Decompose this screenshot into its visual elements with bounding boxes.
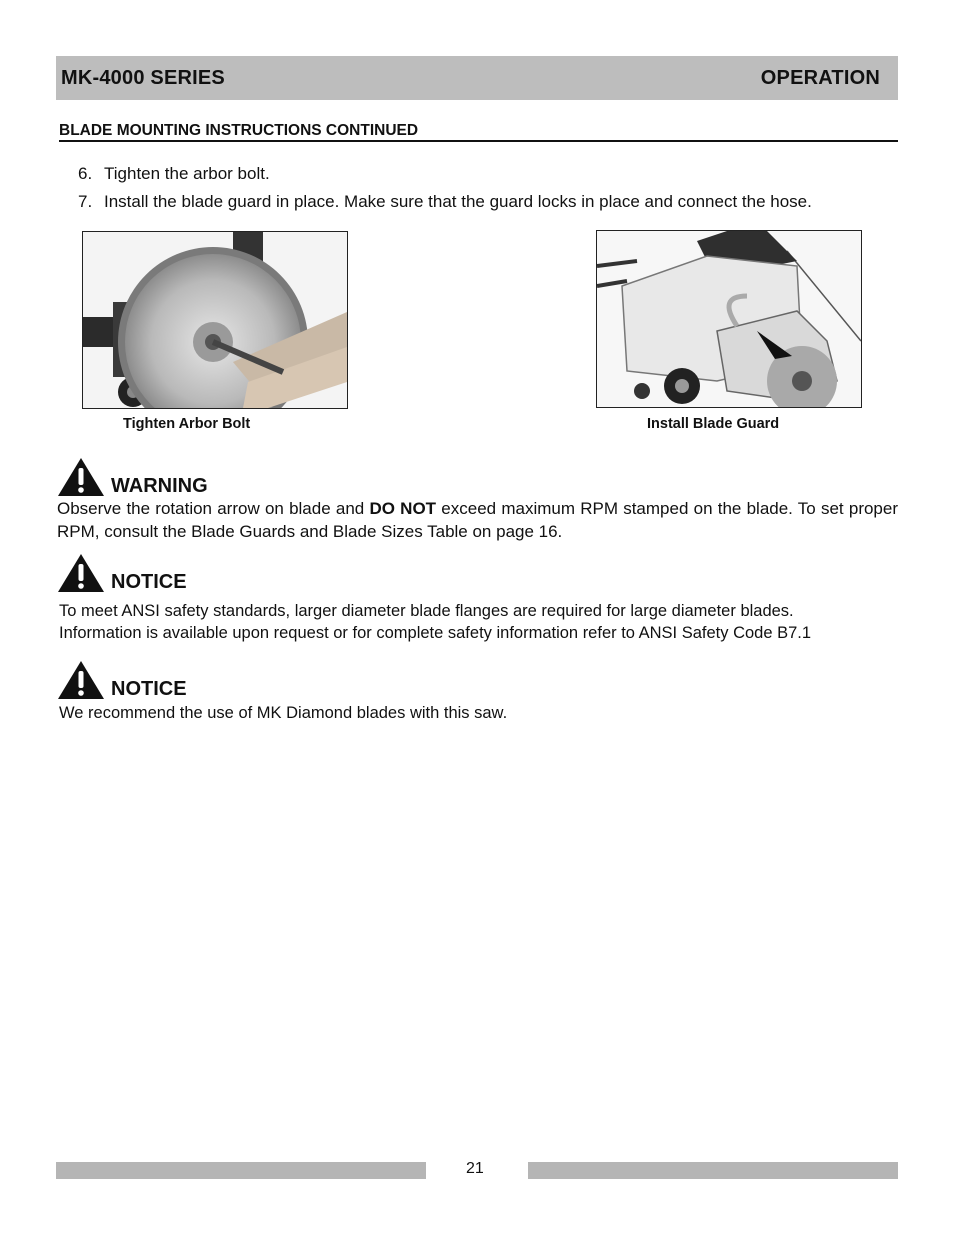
- warning-label: WARNING: [111, 475, 208, 497]
- notice-heading: [57, 660, 187, 700]
- step-number: 6.: [78, 164, 93, 183]
- notice-text: We recommend the use of MK Diamond blades with this saw.: [59, 704, 508, 722]
- footer-bar-right: [528, 1162, 898, 1179]
- warning-triangle-icon: [57, 457, 105, 497]
- figure-caption: Tighten Arbor Bolt: [123, 416, 251, 432]
- section-title: BLADE MOUNTING INSTRUCTIONS CONTINUED: [59, 122, 898, 142]
- caution-triangle-icon: [57, 553, 105, 593]
- saw-machine-icon: [597, 231, 861, 407]
- list-item: [78, 190, 812, 218]
- chapter-title: OPERATION: [760, 66, 880, 89]
- footer-bar-left: [56, 1162, 426, 1179]
- step-text: Install the blade guard in place. Make sure that the guard locks in place and connect the hose.: [104, 192, 812, 211]
- saw-blade-photo: [82, 231, 348, 409]
- notice-label: NOTICE: [111, 571, 187, 593]
- notice-line: Information is available upon request or for complete safety information refer to ANSI Safety Code B7.1: [59, 624, 812, 642]
- list-item: [78, 162, 812, 190]
- figure-caption: Install Blade Guard: [647, 416, 780, 432]
- notice-text: [59, 600, 899, 644]
- step-text: Tighten the arbor bolt.: [104, 164, 270, 183]
- header-bar: [56, 56, 898, 100]
- saw-blade-icon: [83, 232, 347, 408]
- steps-list: [78, 162, 812, 218]
- series-title: MK-4000 SERIES: [61, 66, 225, 89]
- saw-machine-photo: [596, 230, 862, 408]
- notice-heading: [57, 553, 187, 593]
- warning-text-part: exceed maximum RPM stamped on the blade. To set proper RPM, consult the Blade Guards and Blade Sizes Table on page 16.: [57, 499, 899, 541]
- notice-line: To meet ANSI safety standards, larger diameter blade flanges are required for large diameter blades.: [59, 602, 794, 620]
- notice-label: NOTICE: [111, 678, 187, 700]
- step-number: 7.: [78, 192, 93, 211]
- warning-text: [57, 497, 898, 543]
- page-number: 21: [466, 1160, 484, 1177]
- warning-text-part: Observe the rotation arrow on blade and: [57, 499, 370, 518]
- warning-emphasis: DO NOT: [369, 499, 437, 518]
- caution-triangle-icon: [57, 660, 105, 700]
- warning-heading: [57, 457, 208, 497]
